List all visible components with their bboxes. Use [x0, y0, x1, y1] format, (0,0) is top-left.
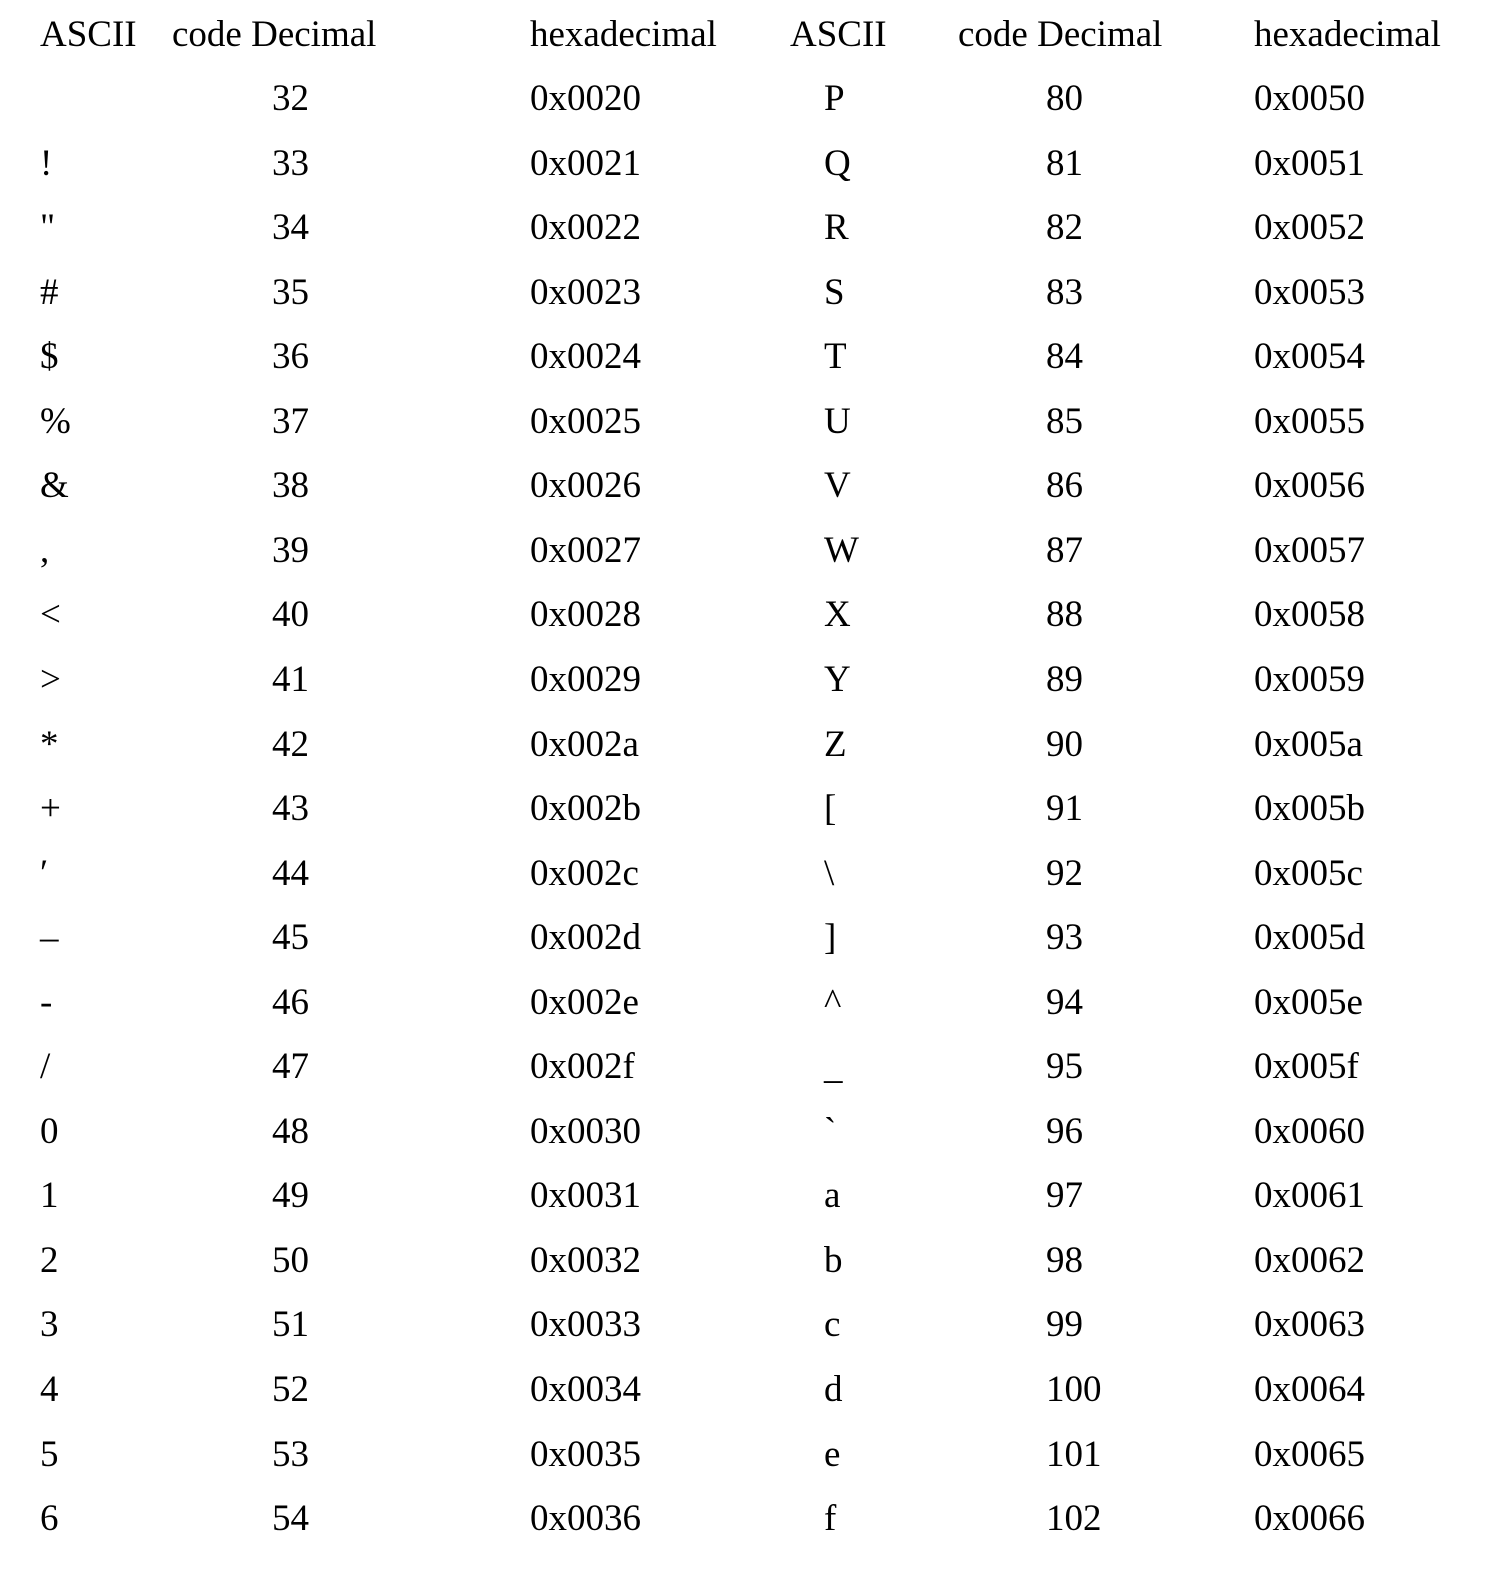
right-decimal-code-cell: 82	[1046, 207, 1083, 249]
left-hex-code-cell: 0x0030	[530, 1110, 641, 1152]
left-decimal-code-cell: 37	[272, 400, 309, 442]
left-hex-code-cell: 0x0032	[530, 1239, 641, 1281]
right-ascii-char-cell: \	[824, 852, 835, 894]
right-hex-code-cell: 0x0056	[1254, 465, 1365, 507]
left-ascii-char-cell: 5	[40, 1433, 59, 1475]
left-decimal-code-cell: 48	[272, 1110, 309, 1152]
header-ascii-right: ASCII	[790, 14, 887, 55]
right-ascii-char-cell: S	[824, 271, 845, 313]
left-decimal-code-cell: 51	[272, 1304, 309, 1346]
left-ascii-char-cell: 1	[40, 1175, 59, 1217]
left-decimal-code-cell: 42	[272, 723, 309, 765]
right-hex-code-cell: 0x0062	[1254, 1239, 1365, 1281]
left-hex-code-cell: 0x002c	[530, 852, 639, 894]
right-decimal-code-cell: 102	[1046, 1498, 1102, 1540]
left-hex-code-cell: 0x0023	[530, 271, 641, 313]
left-decimal-code-cell: 33	[272, 142, 309, 184]
right-ascii-char-cell: e	[824, 1433, 841, 1475]
right-hex-code-cell: 0x0050	[1254, 78, 1365, 119]
right-ascii-char-cell: V	[824, 465, 851, 507]
right-hex-code-cell: 0x0058	[1254, 594, 1365, 636]
left-hex-code-cell: 0x0026	[530, 465, 641, 507]
left-hex-code-cell: 0x0031	[530, 1175, 641, 1217]
header-decimal-left: code Decimal	[172, 14, 377, 55]
right-decimal-code-cell: 95	[1046, 1046, 1083, 1088]
right-ascii-char-cell: Z	[824, 723, 847, 765]
right-hex-code-cell: 0x0055	[1254, 400, 1365, 442]
right-decimal-code-cell: 81	[1046, 142, 1083, 184]
right-ascii-char-cell: P	[824, 78, 845, 119]
left-hex-code-cell: 0x002d	[530, 917, 641, 959]
right-decimal-code-cell: 98	[1046, 1239, 1083, 1281]
left-decimal-code-cell: 53	[272, 1433, 309, 1475]
left-ascii-char-cell: 0	[40, 1110, 59, 1152]
left-hex-code-cell: 0x002a	[530, 723, 639, 765]
left-decimal-code-cell: 35	[272, 271, 309, 313]
right-ascii-char-cell: [	[824, 788, 837, 830]
right-decimal-code-cell: 97	[1046, 1175, 1083, 1217]
right-decimal-code-cell: 92	[1046, 852, 1083, 894]
right-ascii-char-cell: _	[824, 1046, 843, 1088]
left-hex-code-cell: 0x002b	[530, 788, 641, 830]
left-decimal-code-cell: 36	[272, 336, 309, 378]
right-ascii-char-cell: c	[824, 1304, 841, 1346]
left-decimal-code-cell: 34	[272, 207, 309, 249]
header-hex-left: hexadecimal	[530, 14, 717, 55]
left-ascii-char-cell: -	[40, 981, 53, 1023]
right-ascii-char-cell: X	[824, 594, 851, 636]
left-ascii-char-cell: 4	[40, 1369, 59, 1410]
right-decimal-code-cell: 101	[1046, 1433, 1102, 1475]
left-hex-code-cell: 0x0036	[530, 1498, 641, 1540]
right-ascii-char-cell: d	[824, 1369, 843, 1410]
left-ascii-char-cell: >	[40, 658, 61, 700]
right-hex-code-cell: 0x005e	[1254, 981, 1363, 1023]
right-hex-code-cell: 0x005f	[1254, 1046, 1359, 1088]
left-decimal-code-cell: 38	[272, 465, 309, 507]
left-ascii-char-cell: 6	[40, 1498, 59, 1540]
right-ascii-char-cell: `	[824, 1110, 837, 1152]
right-decimal-code-cell: 90	[1046, 723, 1083, 765]
right-ascii-char-cell: U	[824, 400, 851, 442]
right-decimal-code-cell: 80	[1046, 78, 1083, 119]
right-hex-code-cell: 0x005c	[1254, 852, 1363, 894]
right-ascii-char-cell: ^	[824, 981, 842, 1023]
right-decimal-code-cell: 96	[1046, 1110, 1083, 1152]
left-ascii-char-cell: <	[40, 594, 61, 636]
left-ascii-char-cell: &	[40, 465, 69, 507]
right-decimal-code-cell: 85	[1046, 400, 1083, 442]
header-hex-right: hexadecimal	[1254, 14, 1441, 55]
right-hex-code-cell: 0x0065	[1254, 1433, 1365, 1475]
left-hex-code-cell: 0x002f	[530, 1046, 635, 1088]
right-hex-code-cell: 0x0053	[1254, 271, 1365, 313]
right-ascii-char-cell: R	[824, 207, 849, 249]
right-decimal-code-cell: 89	[1046, 658, 1083, 700]
left-hex-code-cell: 0x0024	[530, 336, 641, 378]
right-ascii-char-cell: T	[824, 336, 847, 378]
left-decimal-code-cell: 45	[272, 917, 309, 959]
right-hex-code-cell: 0x0057	[1254, 529, 1365, 571]
left-ascii-char-cell: !	[40, 142, 53, 184]
left-hex-code-cell: 0x0029	[530, 658, 641, 700]
left-ascii-char-cell: +	[40, 788, 61, 830]
left-ascii-char-cell: *	[40, 723, 59, 765]
left-ascii-char-cell: $	[40, 336, 59, 378]
left-decimal-code-cell: 54	[272, 1498, 309, 1540]
left-hex-code-cell: 0x0021	[530, 142, 641, 184]
left-decimal-code-cell: 40	[272, 594, 309, 636]
right-decimal-code-cell: 86	[1046, 465, 1083, 507]
right-hex-code-cell: 0x0054	[1254, 336, 1365, 378]
left-ascii-char-cell: "	[40, 207, 56, 249]
right-ascii-char-cell: Y	[824, 658, 851, 700]
header-decimal-right: code Decimal	[958, 14, 1163, 55]
right-decimal-code-cell: 87	[1046, 529, 1083, 571]
right-decimal-code-cell: 93	[1046, 917, 1083, 959]
right-hex-code-cell: 0x0051	[1254, 142, 1365, 184]
left-decimal-code-cell: 43	[272, 788, 309, 830]
right-hex-code-cell: 0x005d	[1254, 917, 1365, 959]
left-hex-code-cell: 0x0034	[530, 1369, 641, 1410]
header-ascii-left: ASCII	[40, 14, 137, 55]
left-decimal-code-cell: 50	[272, 1239, 309, 1281]
left-hex-code-cell: 0x0022	[530, 207, 641, 249]
right-decimal-code-cell: 84	[1046, 336, 1083, 378]
left-hex-code-cell: 0x0028	[530, 594, 641, 636]
left-decimal-code-cell: 39	[272, 529, 309, 571]
right-hex-code-cell: 0x0059	[1254, 658, 1365, 700]
right-hex-code-cell: 0x0052	[1254, 207, 1365, 249]
right-ascii-char-cell: a	[824, 1175, 841, 1217]
left-hex-code-cell: 0x002e	[530, 981, 639, 1023]
left-ascii-char-cell: /	[40, 1046, 51, 1088]
right-decimal-code-cell: 99	[1046, 1304, 1083, 1346]
left-ascii-char-cell: –	[40, 917, 59, 959]
left-decimal-code-cell: 32	[272, 78, 309, 119]
left-hex-code-cell: 0x0033	[530, 1304, 641, 1346]
right-hex-code-cell: 0x0063	[1254, 1304, 1365, 1346]
left-decimal-code-cell: 41	[272, 658, 309, 700]
right-ascii-char-cell: W	[824, 529, 859, 571]
right-hex-code-cell: 0x0064	[1254, 1369, 1365, 1410]
left-hex-code-cell: 0x0025	[530, 400, 641, 442]
left-hex-code-cell: 0x0035	[530, 1433, 641, 1475]
right-ascii-char-cell: f	[824, 1498, 837, 1540]
right-hex-code-cell: 0x005a	[1254, 723, 1363, 765]
left-ascii-char-cell: %	[40, 400, 71, 442]
left-decimal-code-cell: 47	[272, 1046, 309, 1088]
right-decimal-code-cell: 94	[1046, 981, 1083, 1023]
left-decimal-code-cell: 46	[272, 981, 309, 1023]
left-ascii-char-cell: 2	[40, 1239, 59, 1281]
right-hex-code-cell: 0x0060	[1254, 1110, 1365, 1152]
right-ascii-char-cell: Q	[824, 142, 851, 184]
right-ascii-char-cell: ]	[824, 917, 837, 959]
left-decimal-code-cell: 49	[272, 1175, 309, 1217]
left-decimal-code-cell: 52	[272, 1369, 309, 1410]
right-hex-code-cell: 0x0066	[1254, 1498, 1365, 1540]
right-hex-code-cell: 0x005b	[1254, 788, 1365, 830]
left-hex-code-cell: 0x0027	[530, 529, 641, 571]
right-hex-code-cell: 0x0061	[1254, 1175, 1365, 1217]
right-decimal-code-cell: 100	[1046, 1369, 1102, 1410]
left-decimal-code-cell: 44	[272, 852, 309, 894]
left-ascii-char-cell: ,	[40, 529, 50, 571]
right-ascii-char-cell: b	[824, 1239, 843, 1281]
left-ascii-char-cell: #	[40, 271, 59, 313]
right-decimal-code-cell: 91	[1046, 788, 1083, 830]
right-decimal-code-cell: 83	[1046, 271, 1083, 313]
left-ascii-char-cell: 3	[40, 1304, 59, 1346]
right-decimal-code-cell: 88	[1046, 594, 1083, 636]
left-ascii-char-cell: ′	[40, 852, 49, 894]
left-hex-code-cell: 0x0020	[530, 78, 641, 119]
